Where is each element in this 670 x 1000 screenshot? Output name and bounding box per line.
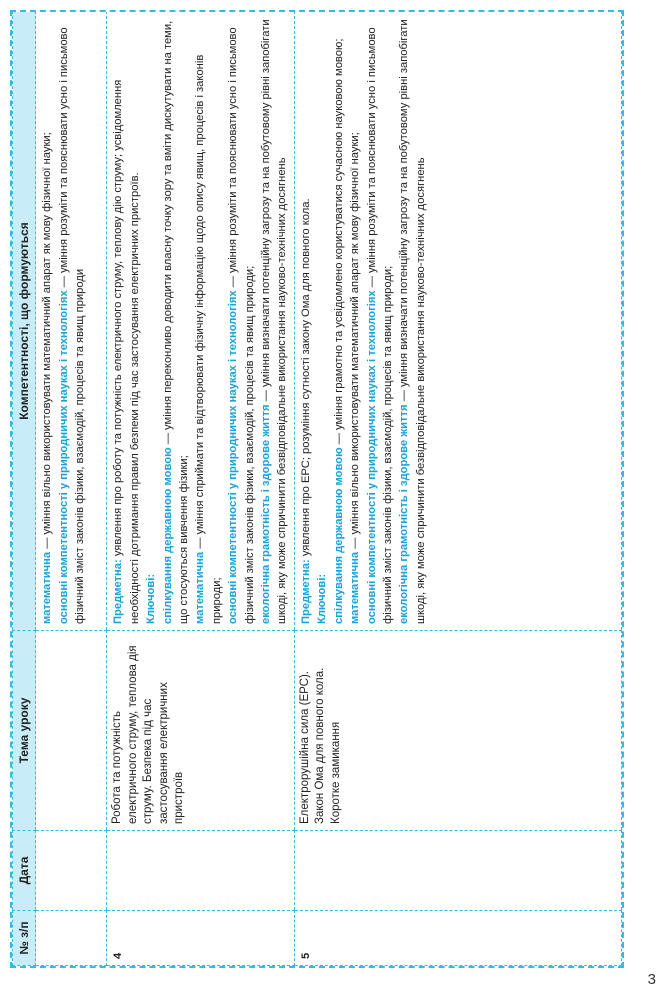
header-topic: Тема уроку xyxy=(13,631,36,831)
header-competences: Компетентності, що формуються xyxy=(13,12,36,631)
table-header-row xyxy=(13,12,36,966)
lesson-plan-table xyxy=(12,11,622,966)
table-row xyxy=(294,12,621,966)
row-competences xyxy=(294,12,621,631)
row-competences xyxy=(107,12,294,631)
lesson-plan-table-frame xyxy=(10,10,624,968)
row-num: 5 xyxy=(294,911,621,966)
row-num: 4 xyxy=(107,911,294,966)
eco-competence: екологічна грамотність і здорове життя — уміння визначати потенційну загрозу та на побутовому рівні запобігати шкоді, яку може спричинити безвідповідальне використання науково-технічних досягнень xyxy=(260,19,289,624)
table-row xyxy=(107,12,294,966)
row-date xyxy=(294,831,621,911)
header-date: Дата xyxy=(13,831,36,911)
math-competence: математична — уміння вільно використовувати математичний апарат як мову фізичної науки; xyxy=(349,132,362,624)
row-topic: Електрорушійна сила (ЕРС). Закон Ома для повного кола. Коротке замикання xyxy=(294,631,621,831)
key-competences-label: Ключові: xyxy=(145,573,158,624)
row-competences xyxy=(36,12,107,631)
row-date xyxy=(36,831,107,911)
math-competence: математична — уміння сприймати та відтворювати фізичну інформацію щодо опису явищ, процесів і законів природи; xyxy=(194,54,223,624)
science-competence: основні компетентності у природничих науках і технологіях — уміння розуміти та пояснювати усно і письмово фізичний зміст законів фізики, взаємодій, процесів та явищ природи; xyxy=(365,27,394,624)
key-competences-label: Ключові: xyxy=(316,573,329,624)
subject-competence: Предметна: уявлення про ЕРС; розуміння сутності закону Ома для повного кола. xyxy=(299,198,312,624)
language-competence: спілкування державною мовою — уміння переконливо доводити власну точку зору та вміти дискутувати на теми, що стосуються вивчення фізики; xyxy=(161,20,191,624)
row-topic xyxy=(36,631,107,831)
science-competence: основні компетентності у природничих науках і технологіях — уміння розуміти та пояснювати усно і письмово фізичний зміст законів фізики, взаємодій, процесів та явищ природи; xyxy=(227,27,256,624)
language-competence: спілкування державною мовою — уміння грамотно та усвідомлено користуватися сучасною науковою мовою; xyxy=(332,38,345,624)
row-date xyxy=(107,831,294,911)
row-num xyxy=(36,911,107,966)
table-row xyxy=(36,12,107,966)
eco-competence: екологічна грамотність і здорове життя — уміння визначати потенційну загрозу та на побутовому рівні запобігати шкоді, яку може спричинити безвідповідальне використання науково-технічних досягнень xyxy=(398,19,427,624)
science-competence: основні компетентності у природничих науках і технологіях — уміння розуміти та пояснювати усно і письмово фізичний зміст законів фізики, взаємодій, процесів та явищ природи xyxy=(57,27,87,624)
subject-competence: Предметна: уявлення про роботу та потужність електричного струму, теплову дію струму; усвідомлення необхідності дотримання правил безпеки під час застосування електричних пристроїв. xyxy=(112,79,141,624)
math-competence: математична — уміння вільно використовувати математичний апарат як мову фізичної науки; xyxy=(41,132,54,624)
header-num: № з/п xyxy=(13,911,36,966)
page-number: 3 xyxy=(647,971,656,988)
row-topic: Робота та потужність електричного струму, теплова дія струму. Безпека під час застосування електричних пристроїв xyxy=(107,631,294,831)
rotated-table-container xyxy=(12,12,622,966)
